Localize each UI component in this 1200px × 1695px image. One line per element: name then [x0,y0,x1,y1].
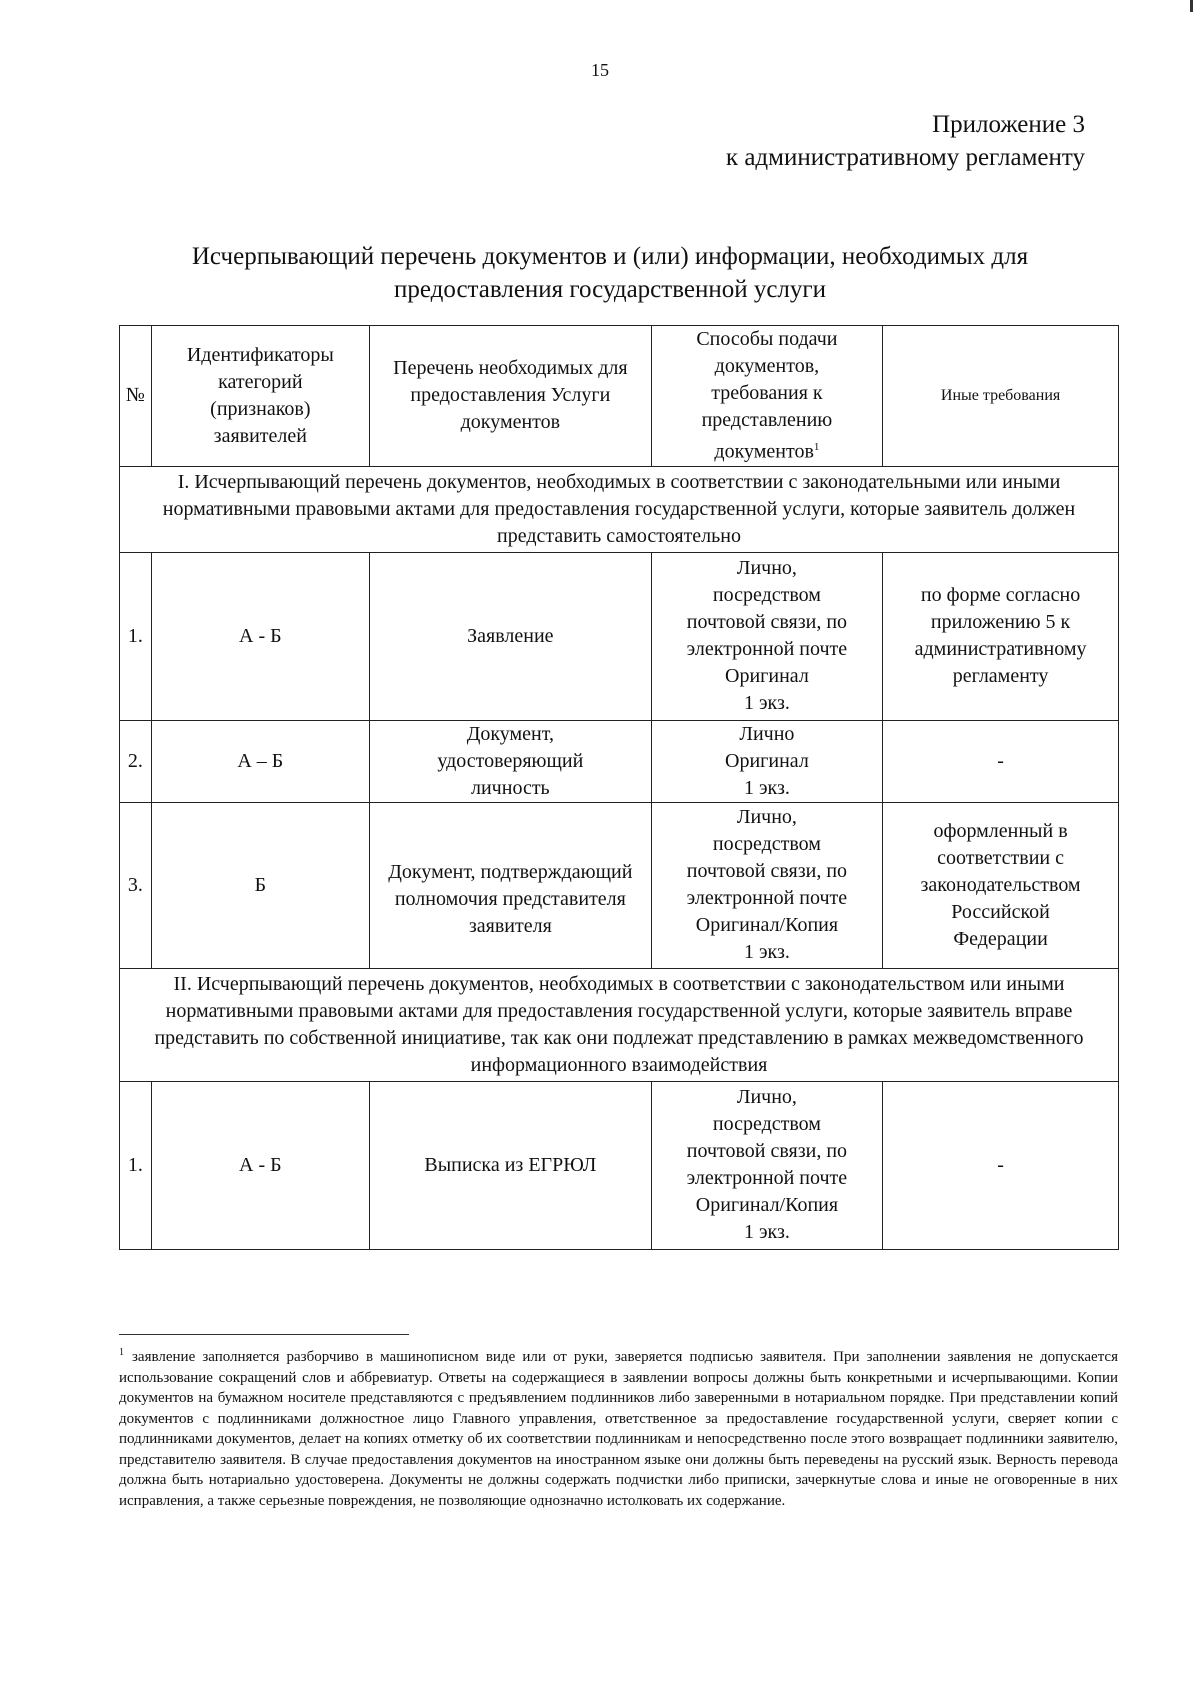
row-document: Выписка из ЕГРЮЛ [370,1081,652,1249]
method-line: электронной почте [686,887,848,910]
section-2-title: II. Исчерпывающий перечень документов, необходимых в соответствии с законодательством или иными нормативными правовыми актами для предоставления государственной услуги, которые заявитель вправе представить по собственной инициативе, так как они подлежат представлению в рамках межведомственного информационного взаимодействия [120,968,1119,1081]
table-row [120,802,1119,968]
row-document: Заявление [370,552,652,720]
method-line: Лично, [736,557,797,580]
row-identifiers: А – Б [151,720,369,802]
method-line: Оригинал/Копия [695,914,839,937]
row-num: 1. [120,552,152,720]
method-line: Оригинал [725,749,809,772]
row-methods [651,552,882,720]
documents-table [119,325,1119,1250]
method-line: почтовой связи, по [686,1140,848,1163]
header-documents: Перечень необходимых для предоставления Услуги документов [370,326,652,467]
row-methods [651,802,882,968]
section-1-row [120,466,1119,552]
row-other-requirements: оформленный в соответствии с законодательством Российской Федерации [883,802,1119,968]
method-line: электронной почте [686,1167,848,1190]
footnote-marker: 1 [119,1347,124,1358]
method-line: 1 экз. [743,692,790,715]
row-other-requirements: по форме согласно приложению 5 к административному регламенту [883,552,1119,720]
section-2-row [120,968,1119,1081]
header-methods [651,326,882,467]
appendix-heading [726,108,1085,174]
method-line: Лично, [736,1086,797,1109]
table-row [120,552,1119,720]
row-methods [651,1081,882,1249]
method-line: электронной почте [686,638,848,661]
row-other-requirements: - [883,720,1119,802]
appendix-line-1: Приложение 3 [932,111,1085,138]
method-line: посредством [712,833,821,856]
row-num: 3. [120,802,152,968]
method-line: Лично [739,722,795,745]
method-line: почтовой связи, по [686,611,848,634]
method-line: Оригинал [725,665,809,688]
footnote [119,1343,1118,1511]
row-num: 2. [120,720,152,802]
header-num: № [120,326,152,467]
appendix-line-2: к административному регламенту [725,144,1085,171]
row-other-requirements: - [883,1081,1119,1249]
header-other: Иные требования [883,326,1119,467]
method-line: Оригинал/Копия [695,1194,839,1217]
row-methods [651,720,882,802]
footnote-ref: 1 [813,441,820,453]
method-line: 1 экз. [743,776,790,799]
section-1-title: I. Исчерпывающий перечень документов, необходимых в соответствии с законодательными или иными нормативными правовыми актами для предоставления государственной услуги, которые заявитель должен представить самостоятельно [120,466,1119,552]
document-title [110,240,1110,306]
row-document: Документ, подтверждающий полномочия представителя заявителя [370,802,652,968]
table-header-row [120,326,1119,467]
method-line: посредством [712,584,821,607]
row-num: 1. [120,1081,152,1249]
method-line: 1 экз. [743,941,790,964]
scan-edge-mark [1190,0,1193,12]
row-identifiers: А - Б [151,552,369,720]
row-identifiers: Б [151,802,369,968]
footnote-divider [119,1334,409,1335]
title-line-1: Исчерпывающий перечень документов и (или) информации, необходимых для [191,243,1029,270]
table-row [120,720,1119,802]
method-line: 1 экз. [743,1221,790,1244]
page-number: 15 [591,60,609,80]
row-document: Документ, удостоверяющий личность [370,720,652,802]
footnote-text: заявление заполняется разборчиво в машинописном виде или от руки, заверяется подписью заявителя. При заполнении заявления не допускается использование сокращений слов и аббревиатур. Ответы на содержащиеся в заявлении вопросы должны быть конкретными и исчерпывающими. Копии документов на бумажном носителе представляются с предъявлением подлинников либо заверенными в нотариальном порядке. При представлении копий документов с подлинниками должностное лицо Главного управления, ответственное за предоставление государственной услуги, сверяет копии с подлинниками документов, делает на копиях отметку об их соответствии подлинникам и непосредственно после этого возвращает подлинники заявителю, представителю заявителя. В случае предоставления документов на иностранном языке они должны быть переведены на русский язык. Верность перевода должна быть нотариально удостоверена. Документы не должны содержать подчистки либо приписки, зачеркнутые слова и иные не оговоренные в них исправления, а также серьезные повреждения, не позволяющие однозначно истолковать их содержание. [119,1349,1118,1509]
header-identifiers: Идентификаторы категорий (признаков) заявителей [151,326,369,467]
table-row [120,1081,1119,1249]
method-line: Лично, [736,806,797,829]
method-line: почтовой связи, по [686,860,848,883]
row-identifiers: А - Б [151,1081,369,1249]
title-line-2: предоставления государственной услуги [393,276,827,303]
method-line: посредством [712,1113,821,1136]
header-methods-text: Способы подачи документов, требования к представлению документов [696,328,838,463]
